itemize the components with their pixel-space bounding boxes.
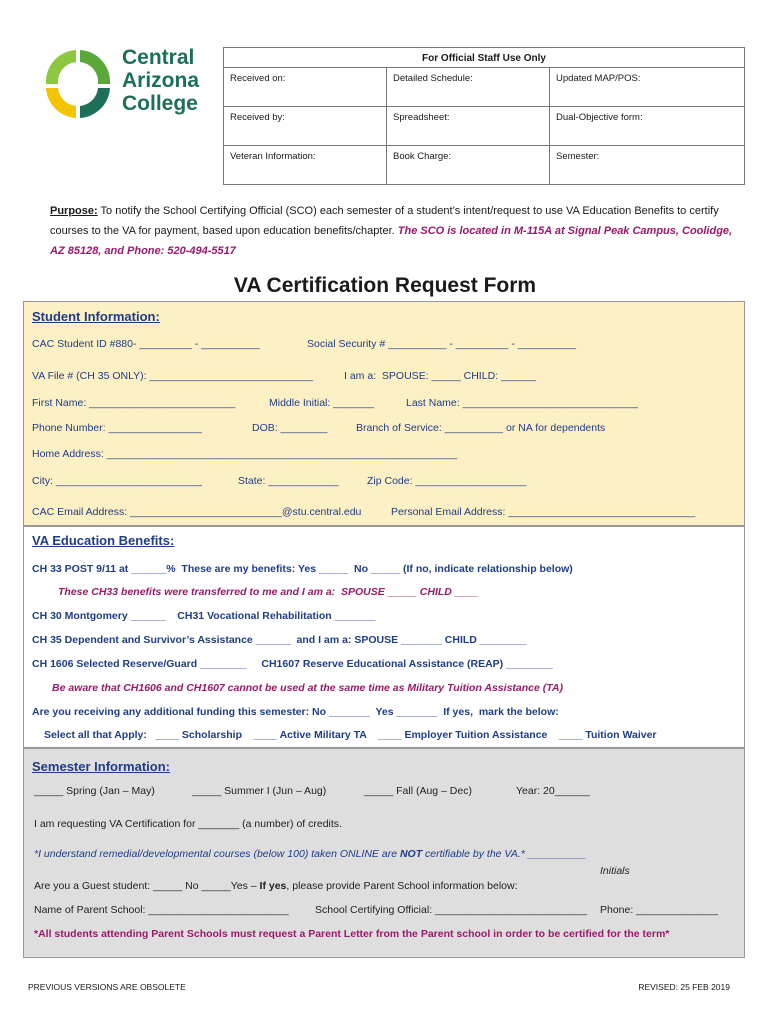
purpose-text: To notify the School Certifying Official (SCO) each semester of a student’s intent/request to use VA Education Benefits to certify courses to the VA for payment, based upon education benefits/chapter. xyxy=(50,205,719,237)
remedial-not: NOT xyxy=(399,848,423,860)
cac-student-id-field[interactable]: CAC Student ID #880- _________ - __________ xyxy=(32,338,260,350)
staff-table-header: For Official Staff Use Only xyxy=(224,48,745,68)
staff-cell[interactable]: Detailed Schedule: xyxy=(387,68,550,107)
spring-option[interactable]: _____ Spring (Jan – May) xyxy=(34,785,155,797)
dob-field[interactable]: DOB: ________ xyxy=(252,422,328,434)
sco-field[interactable]: School Certifying Official: __________________________ xyxy=(315,904,587,916)
guest-text-b: , please provide Parent School information below: xyxy=(286,880,518,892)
ch1606-field[interactable]: CH 1606 Selected Reserve/Guard ________ CH1607 Reserve Educational Assistance (REAP) ________ xyxy=(32,658,553,670)
middle-initial-field[interactable]: Middle Initial: _______ xyxy=(269,397,375,409)
state-field[interactable]: State: ____________ xyxy=(238,475,339,487)
staff-cell[interactable]: Book Charge: xyxy=(387,146,550,185)
parent-school-field[interactable]: Name of Parent School: ________________________ xyxy=(34,904,289,916)
branch-field[interactable]: Branch of Service: __________ or NA for dependents xyxy=(356,422,606,434)
guest-if-yes: If yes xyxy=(259,880,287,892)
credits-field[interactable]: I am requesting VA Certification for _______ (a number) of credits. xyxy=(34,818,342,830)
semester-information-section xyxy=(23,748,745,958)
logo-line-3: College xyxy=(122,92,198,115)
staff-cell[interactable]: Dual-Objective form: xyxy=(550,107,745,146)
phone-number-field[interactable]: Phone Number: ________________ xyxy=(32,422,202,434)
guest-text-a: Are you a Guest student: _____ No _____Yes – xyxy=(34,880,260,892)
ch33-field[interactable]: CH 33 POST 9/11 at ______% These are my benefits: Yes _____ No _____ (If no, indicate relationship below) xyxy=(32,563,573,575)
zip-field[interactable]: Zip Code: ___________________ xyxy=(367,475,527,487)
last-name-field[interactable]: Last Name: ______________________________ xyxy=(406,397,638,409)
ssn-field[interactable]: Social Security # __________ - _________ - __________ xyxy=(307,338,577,350)
semester-information-heading: Semester Information: xyxy=(32,759,170,774)
form-title: VA Certification Request Form xyxy=(233,274,537,297)
select-all-field[interactable]: Select all that Apply: ____ Scholarship ____ Active Military TA ____ Employer Tuition Assistance ____ Tuition Waiver xyxy=(44,729,657,741)
purpose-paragraph xyxy=(50,201,740,261)
year-field[interactable]: Year: 20______ xyxy=(516,785,590,797)
summer-option[interactable]: _____ Summer I (Jun – Aug) xyxy=(192,785,327,797)
va-benefits-heading: VA Education Benefits: xyxy=(32,533,175,548)
footer-revised: REVISED: 25 FEB 2019 xyxy=(638,982,730,992)
logo-line-2: Arizona xyxy=(122,69,200,92)
staff-cell[interactable]: Veteran Information: xyxy=(224,146,387,185)
purpose-label: Purpose: xyxy=(50,205,98,217)
staff-use-table xyxy=(223,47,745,185)
college-logo xyxy=(38,44,228,124)
remedial-text-a: *I understand remedial/developmental courses (below 100) taken ONLINE are xyxy=(34,848,400,860)
ta-warning: Be aware that CH1606 and CH1607 cannot be used at the same time as Military Tuition Assistance (TA) xyxy=(52,682,563,694)
sco-location: The SCO is located in M-115A at Signal Peak Campus, Coolidge, AZ 85128, and Phone: 520-494-5517 xyxy=(50,225,733,257)
remedial-statement[interactable] xyxy=(34,848,586,860)
staff-cell[interactable]: Semester: xyxy=(550,146,745,185)
first-name-field[interactable]: First Name: _________________________ xyxy=(32,397,236,409)
staff-cell[interactable]: Updated MAP/POS: xyxy=(550,68,745,107)
guest-student-field[interactable] xyxy=(34,880,518,892)
student-information-section xyxy=(23,301,745,526)
ch33-transfer-field[interactable]: These CH33 benefits were transferred to me and I am a: SPOUSE _____ CHILD ____ xyxy=(58,586,479,598)
staff-cell[interactable]: Received on: xyxy=(224,68,387,107)
personal-email-field[interactable]: Personal Email Address: ________________________________ xyxy=(391,506,696,518)
remedial-text-b: certifiable by the VA.* __________ xyxy=(422,848,587,860)
logo-line-1: Central xyxy=(122,46,195,69)
staff-cell[interactable]: Spreadsheet: xyxy=(387,107,550,146)
city-field[interactable]: City: _________________________ xyxy=(32,475,202,487)
va-file-field[interactable]: VA File # (CH 35 ONLY): ____________________________ xyxy=(32,370,313,382)
logo-mark-icon xyxy=(38,44,116,124)
ch30-field[interactable]: CH 30 Montgomery ______ CH31 Vocational Rehabilitation _______ xyxy=(32,610,376,622)
initials-label: Initials xyxy=(600,865,630,877)
footer-obsolete: PREVIOUS VERSIONS ARE OBSOLETE xyxy=(28,982,186,992)
fall-option[interactable]: _____ Fall (Aug – Dec) xyxy=(364,785,472,797)
additional-funding-field[interactable]: Are you receiving any additional funding this semester: No _______ Yes _______ If yes, mark the below: xyxy=(32,706,559,718)
home-address-field[interactable]: Home Address: ____________________________________________________________ xyxy=(32,448,458,460)
logo-text xyxy=(122,46,199,115)
student-information-heading: Student Information: xyxy=(32,309,160,324)
staff-cell[interactable]: Received by: xyxy=(224,107,387,146)
ch35-field[interactable]: CH 35 Dependent and Survivor’s Assistance ______ and I am a: SPOUSE _______ CHILD ________ xyxy=(32,634,527,646)
cac-email-field[interactable]: CAC Email Address: __________________________@stu.central.edu xyxy=(32,506,362,518)
va-benefits-section xyxy=(23,526,745,748)
parent-phone-field[interactable]: Phone: ______________ xyxy=(600,904,718,916)
i-am-field[interactable]: I am a: SPOUSE: _____ CHILD: ______ xyxy=(344,370,537,382)
parent-letter-notice: *All students attending Parent Schools must request a Parent Letter from the Parent school in order to be certified for the term* xyxy=(34,928,670,940)
